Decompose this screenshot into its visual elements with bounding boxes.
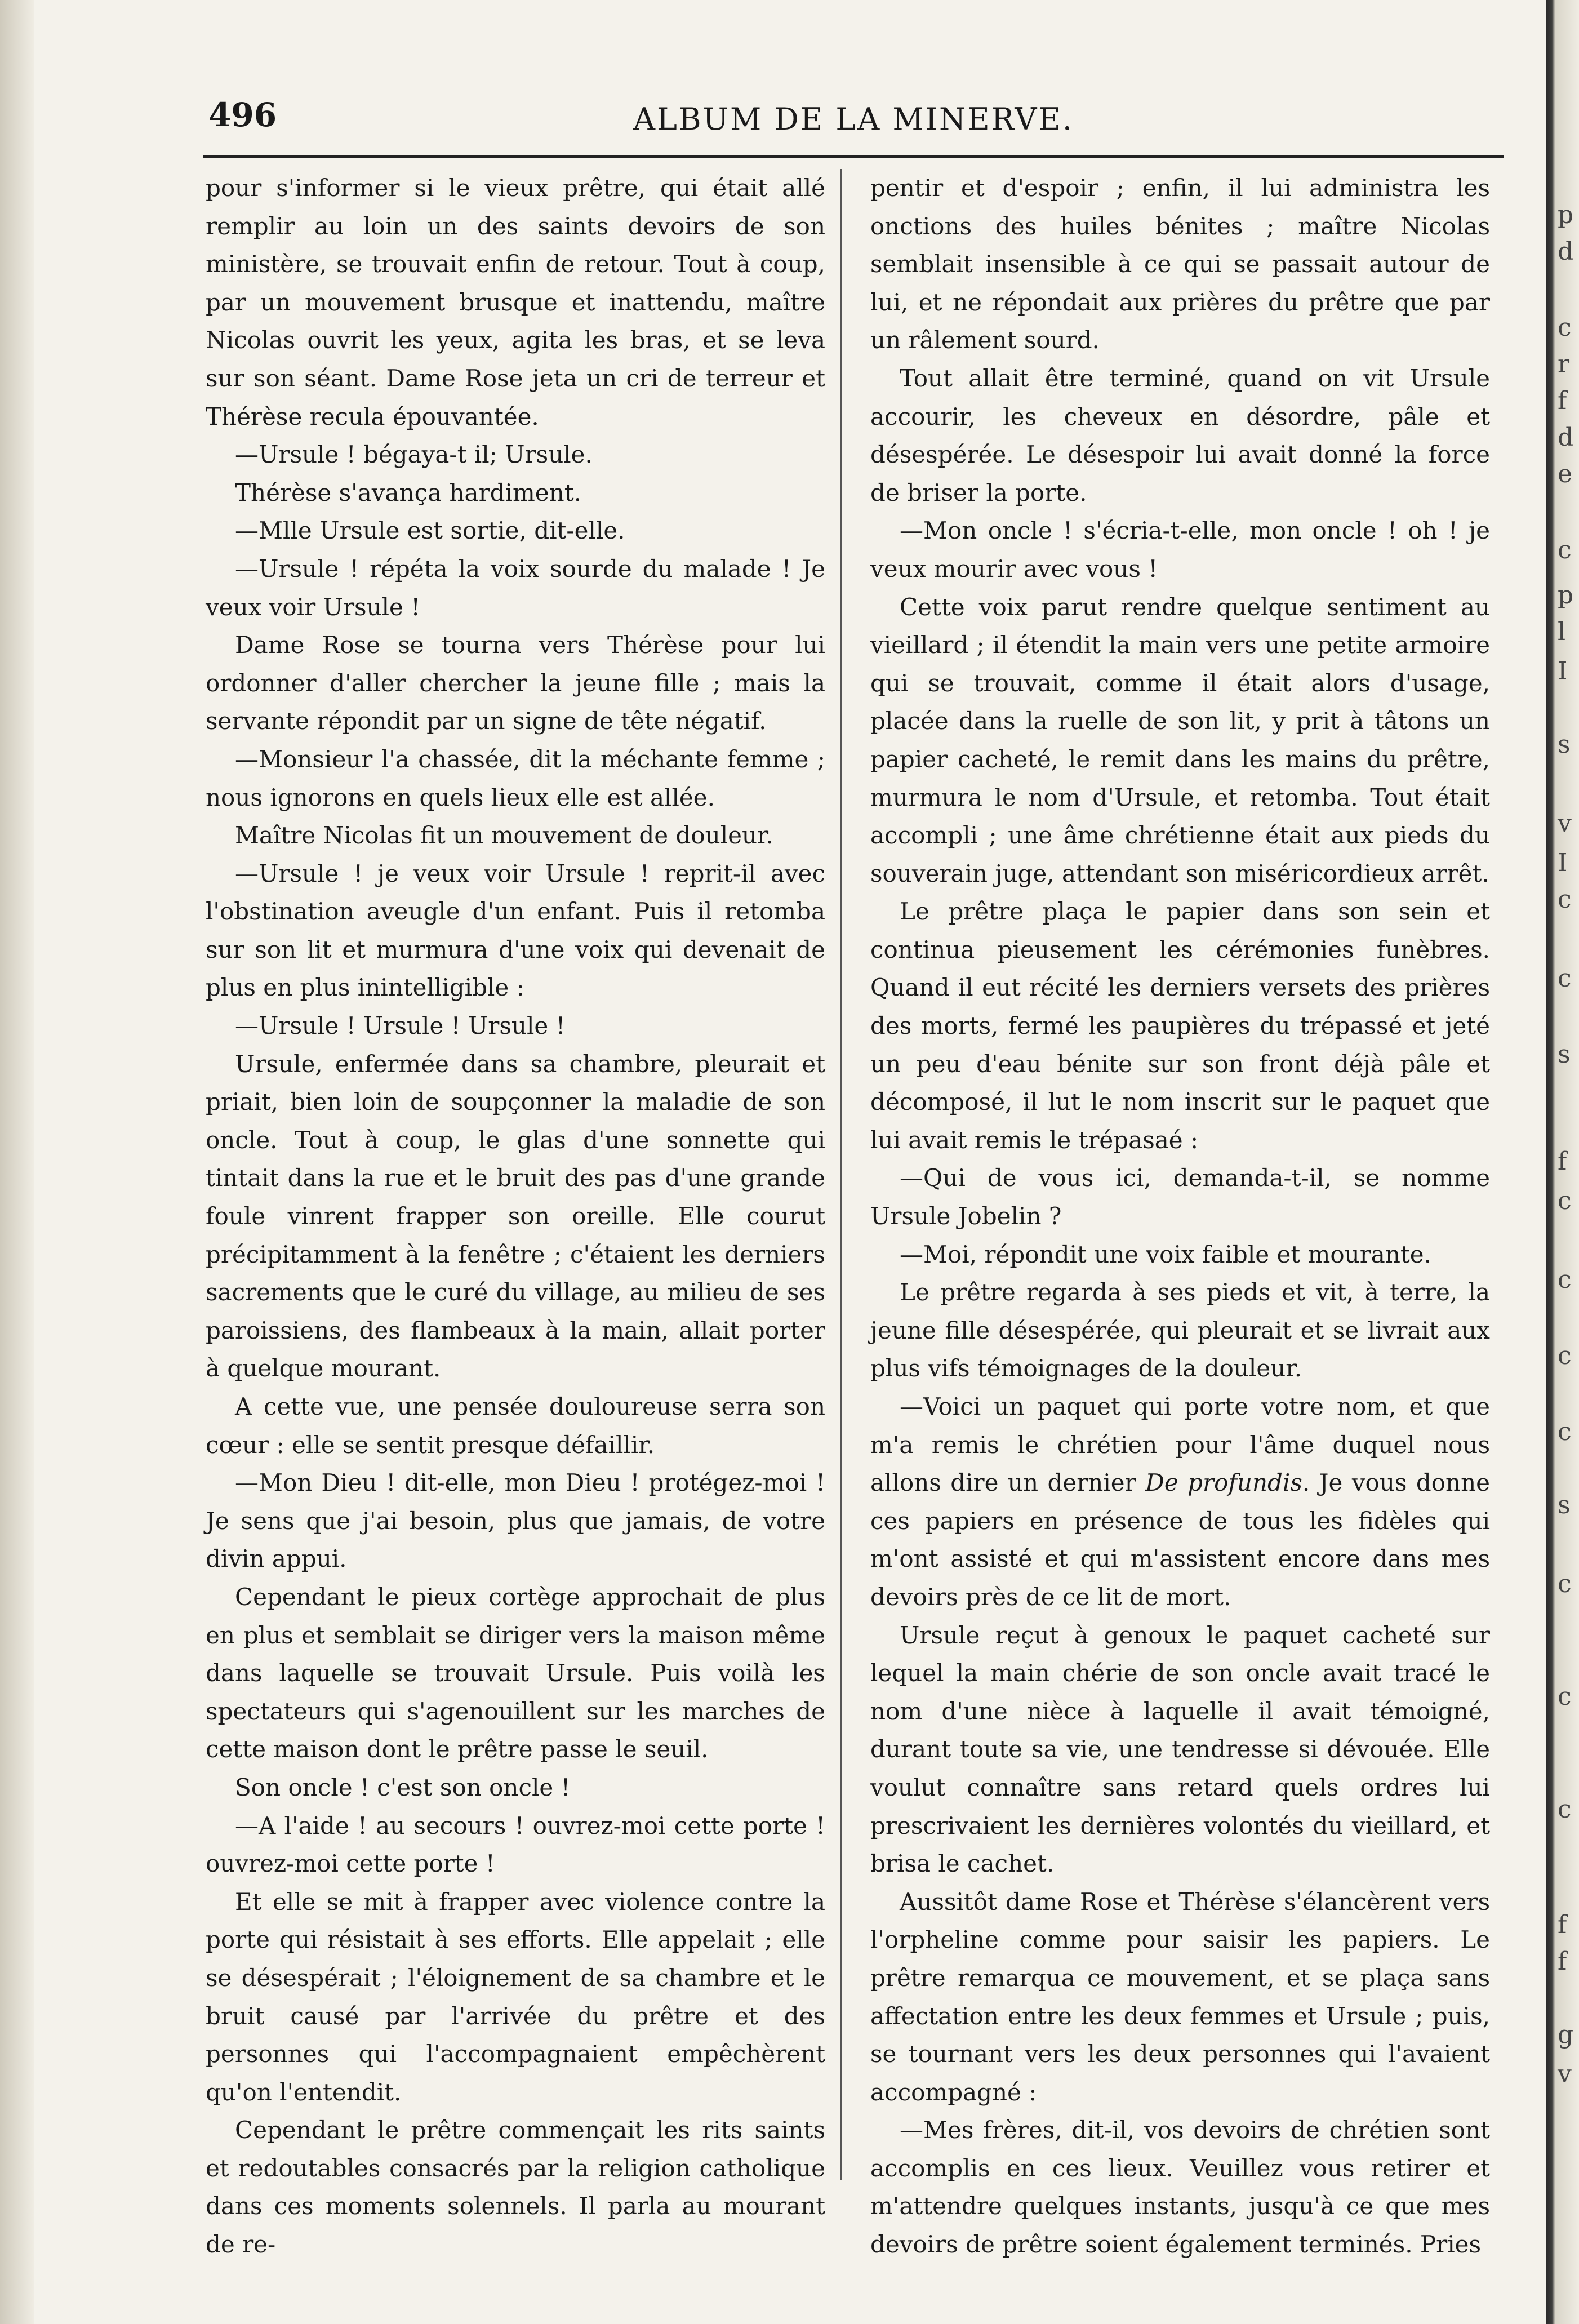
- paragraph: —Qui de vous ici, demanda-t-il, se nomme Ursule Jobelin ?: [870, 1164, 1490, 1230]
- paragraph: —Ursule ! Ursule ! Ursule !: [235, 1012, 566, 1040]
- margin-fragment: g: [1558, 2020, 1574, 2049]
- margin-fragment: c: [1558, 1570, 1572, 1598]
- paragraph: A cette vue, une pensée douloureuse serra son cœur : elle se sentit presque défaillir.: [206, 1393, 825, 1459]
- paragraph: Tout allait être terminé, quand on vit Ursule accourir, les cheveux en désordre, pâle et désespérée. Le désespoir lui avait donné la force de briser la porte.: [870, 364, 1490, 506]
- paragraph: Maître Nicolas fit un mouvement de douleur.: [235, 821, 773, 850]
- margin-fragment: d: [1558, 237, 1574, 266]
- margin-fragment: c: [1558, 1795, 1572, 1824]
- paragraph: —A l'aide ! au secours ! ouvrez-moi cette porte ! ouvrez-moi cette porte !: [206, 1811, 825, 1878]
- page-left-edge: [0, 0, 34, 2324]
- header-rule: [203, 155, 1504, 158]
- margin-fragment: c: [1558, 1341, 1572, 1370]
- margin-fragment: c: [1558, 1187, 1572, 1215]
- margin-fragment: f: [1558, 1910, 1567, 1939]
- paragraph: Thérèse s'avança hardiment.: [235, 478, 581, 506]
- margin-fragment: I: [1558, 848, 1568, 877]
- margin-fragment: c: [1558, 536, 1572, 565]
- margin-fragment: c: [1558, 1265, 1572, 1294]
- text-run: —Voici un paquet qui porte votre nom, et que m'a remis le chrétien pour l'âme duquel nous allons dire un dernier: [870, 1393, 1490, 1497]
- paragraph: —Mon oncle ! s'écria-t-elle, mon oncle ! oh ! je veux mourir avec vous !: [870, 517, 1490, 583]
- margin-fragment: c: [1558, 885, 1572, 914]
- running-title: ALBUM DE LA MINERVE.: [633, 101, 1074, 137]
- paragraph: Cependant le pieux cortège approchait de plus en plus et semblait se diriger vers la maison même dans laquelle se trouvait Ursule. Puis voilà les spectateurs qui s'agenouillent sur les marches de cette maison dont le prêtre passe le seuil.: [206, 1583, 825, 1763]
- margin-fragment: s: [1558, 730, 1571, 759]
- paragraph: —Mlle Ursule est sortie, dit-elle.: [235, 517, 625, 545]
- margin-fragment: I: [1558, 657, 1568, 686]
- paragraph: —Ursule ! je veux voir Ursule ! reprit-il avec l'obstination aveugle d'un enfant. Puis il retomba sur son lit et murmura d'une voix qui devenait de plus en plus inintelligible :: [206, 859, 825, 1002]
- margin-fragment: f: [1558, 1147, 1567, 1176]
- paragraph: Son oncle ! c'est son oncle !: [235, 1773, 571, 1801]
- margin-fragment: r: [1558, 350, 1570, 379]
- margin-fragment: c: [1558, 964, 1572, 993]
- margin-fragment: c: [1558, 1682, 1572, 1711]
- margin-fragment: f: [1558, 1947, 1567, 1976]
- margin-fragment: v: [1558, 809, 1572, 838]
- paragraph: —Ursule ! bégaya-t il; Ursule.: [235, 441, 593, 469]
- margin-fragment: f: [1558, 386, 1567, 415]
- margin-fragment: d: [1558, 423, 1574, 452]
- paragraph: —Moi, répondit une voix faible et mourante.: [900, 1240, 1431, 1268]
- paragraph: —Monsieur l'a chassée, dit la méchante femme ; nous ignorons en quels lieux elle est allée.: [206, 745, 825, 811]
- page-number: 496: [208, 96, 277, 134]
- paragraph: —Ursule ! répéta la voix sourde du malade ! Je veux voir Ursule !: [206, 554, 825, 621]
- paragraph: Le prêtre plaça le papier dans son sein et continua pieusement les cérémonies funèbres. Quand il eut récité les derniers versets des prières des morts, fermé les paupières du trépassé et jeté un peu d'eau bénite sur son front déjà pâle et décomposé, il lut le nom inscrit sur le paquet que lui avait remis le trépasaé :: [870, 897, 1490, 1154]
- margin-fragment: v: [1558, 2060, 1572, 2089]
- paragraph: pour s'informer si le vieux prêtre, qui était allé remplir au loin un des saints devoirs de son ministère, se trouvait enfin de retour. Tout à coup, par un mouvement brusque et inattendu, maître Nicolas ouvrit les yeux, agita les bras, et se leva sur son séant. Dame Rose jeta un cri de terreur et Thérèse recula épouvantée.: [206, 174, 825, 430]
- paragraph: Et elle se mit à frapper avec violence contre la porte qui résistait à ses efforts. Elle appelait ; elle se désespérait ; l'éloignement de sa chambre et le bruit causé par l'arrivée du prêtre et des personnes qui l'accompagnaient empêchèrent qu'on l'entendit.: [206, 1887, 825, 2106]
- paragraph: Cette voix parut rendre quelque sentiment au vieillard ; il étendit la main vers une petite armoire qui se trouvait, comme il était alors d'usage, placée dans la ruelle de son lit, y prit à tâtons un papier cacheté, le remit dans les mains du prêtre, murmura le nom d'Ursule, et retomba. Tout était accompli ; une âme chrétienne était aux pieds du souverain juge, attendant son miséricordieux arrêt.: [870, 593, 1490, 887]
- paragraph: pentir et d'espoir ; enfin, il lui administra les onctions des huiles bénites ; maître Nicolas semblait insensible à ce qui se passait autour de lui, et ne répondait aux prières du prêtre que par un râlement sourd.: [870, 174, 1490, 354]
- page-header: [203, 96, 1504, 146]
- margin-fragment: c: [1558, 1417, 1572, 1446]
- paragraph: Ursule, enfermée dans sa chambre, pleurait et priait, bien loin de soupçonner la maladie de son oncle. Tout à coup, le glas d'une sonnette qui tintait dans la rue et le bruit des pas d'une grande foule vinrent frapper son oreille. Elle courut précipitamment à la fenêtre ; c'étaient les derniers sacrements que le curé du village, au milieu de ses paroissiens, des flambeaux à la main, allait porter à quelque mourant.: [206, 1050, 825, 1383]
- paragraph: [870, 1388, 1490, 1616]
- text-run: . Je vous donne ces papiers en présence de tous les fidèles qui m'ont assisté et qui m'assistent encore dans mes devoirs près de ce lit de mort.: [870, 1469, 1490, 1611]
- paragraph: Le prêtre regarda à ses pieds et vit, à terre, la jeune fille désespérée, qui pleurait et se livrait aux plus vifs témoignages de la douleur.: [870, 1278, 1490, 1383]
- margin-fragment: s: [1558, 1491, 1571, 1519]
- paragraph: Ursule reçut à genoux le paquet cacheté sur lequel la main chérie de son oncle avait tracé le nom d'une nièce à laquelle il avait témoigné, durant toute sa vie, une tendresse si dévouée. Elle voulut connaître sans retard quels ordres lui prescrivaient les dernières volontés du vieillard, et brisa le cachet.: [870, 1621, 1490, 1878]
- right-column: [870, 169, 1490, 2264]
- paragraph: —Mes frères, dit-il, vos devoirs de chrétien sont accomplis en ces lieux. Veuillez vous retirer et m'attendre quelques instants, jusqu'à ce que mes devoirs de prêtre soient également terminés. Pries: [870, 2116, 1490, 2259]
- paragraph: Cependant le prêtre commençait les rits saints et redoutables consacrés par la religion catholique dans ces moments solennels. Il parla au mourant de re-: [206, 2116, 825, 2259]
- paragraph: —Mon Dieu ! dit-elle, mon Dieu ! protégez-moi ! Je sens que j'ai besoin, plus que jamais, de votre divin appui.: [206, 1469, 825, 1573]
- margin-fragment: l: [1558, 617, 1566, 646]
- margin-fragment: p: [1558, 581, 1574, 610]
- margin-fragment: s: [1558, 1040, 1571, 1069]
- margin-fragment: c: [1558, 313, 1572, 342]
- margin-fragment: e: [1558, 460, 1573, 488]
- adjacent-page-strip: [1546, 0, 1579, 2324]
- paragraph: Dame Rose se tourna vers Thérèse pour lui ordonner d'aller chercher la jeune fille ; mais la servante répondit par un signe de tête négatif.: [206, 631, 825, 735]
- column-rule: [840, 169, 842, 2180]
- italic-title: De profundis: [1145, 1469, 1302, 1497]
- margin-fragment: p: [1558, 201, 1574, 229]
- paragraph: Aussitôt dame Rose et Thérèse s'élancèrent vers l'orpheline comme pour saisir les papiers. Le prêtre remarqua ce mouvement, et se plaça sans affectation entre les deux femmes et Ursule ; puis, se tournant vers les deux personnes qui l'avaient accompagné :: [870, 1887, 1490, 2106]
- left-column: [206, 169, 825, 2264]
